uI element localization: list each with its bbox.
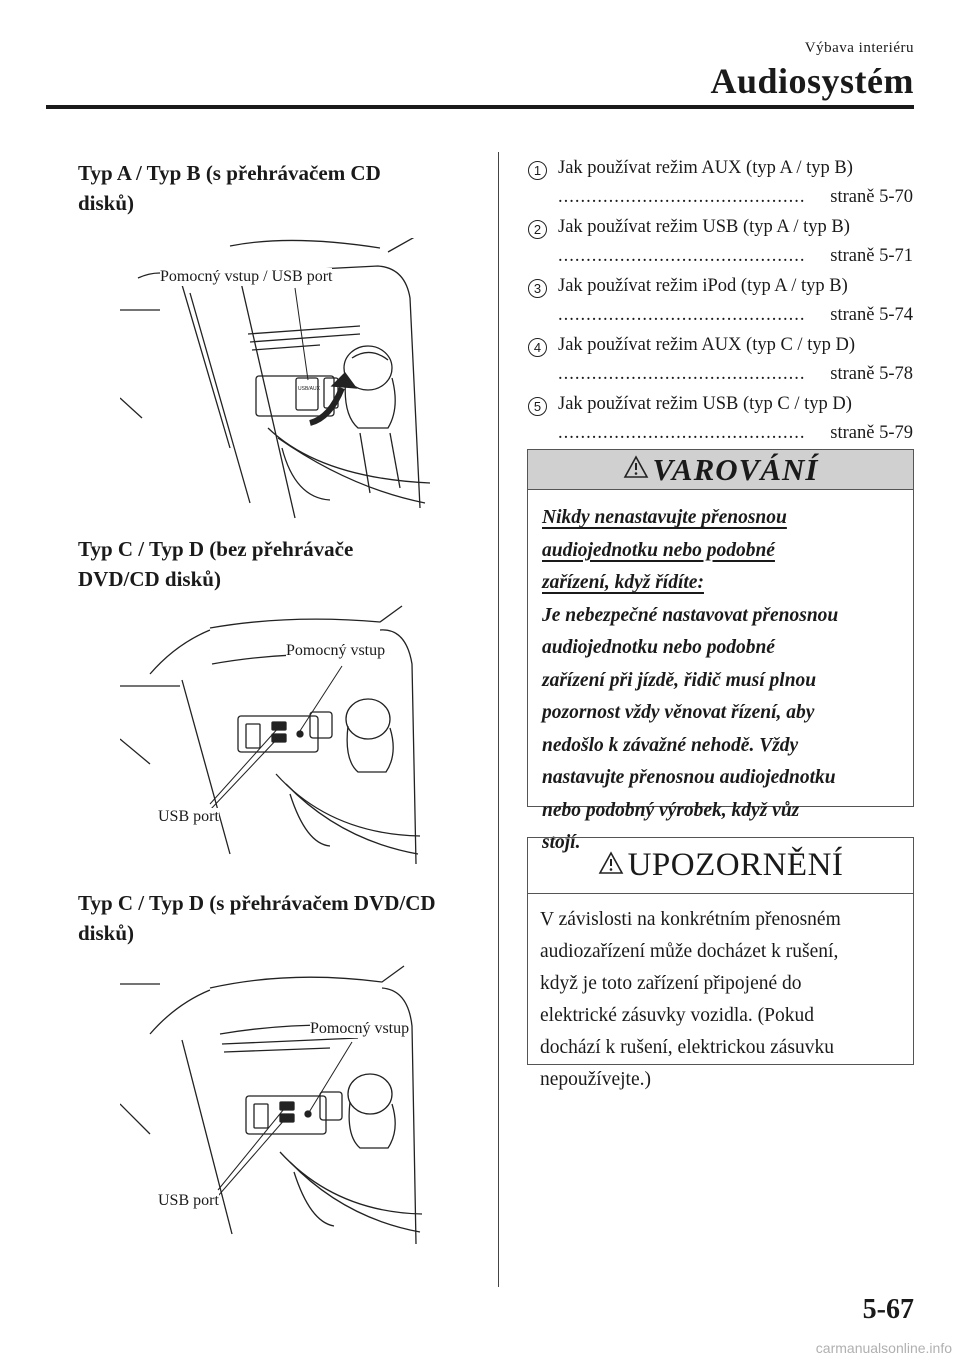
dot-leader: ............................................ (558, 187, 806, 207)
figure2-heading: Typ C / Typ D (bez přehrávače DVD/CD disků) (78, 537, 354, 591)
item-number-badge: 4 (528, 338, 547, 357)
warning-text-line: Je nebezpečné nastavovat přenosnou (542, 604, 839, 626)
cross-reference-item[interactable] (528, 217, 918, 276)
dot-leader: ............................................ (558, 423, 806, 443)
page-reference-link[interactable]: straně 5-78 (830, 364, 913, 384)
warning-triangle-icon (623, 455, 649, 484)
dot-leader: ............................................ (558, 246, 806, 266)
warning-title: VAROVÁNÍ (652, 451, 819, 487)
caution-box (527, 837, 914, 1090)
warning-text-line: nedošlo k závažné nehodě. Vždy (542, 734, 799, 756)
page-reference-link[interactable]: straně 5-74 (830, 305, 913, 325)
cross-reference-item[interactable] (528, 394, 918, 453)
caution-text-line: dochází k rušení, elektrickou zásuvku (540, 1037, 835, 1058)
warning-header (528, 450, 913, 490)
warning-body (528, 490, 913, 860)
warning-lead-line: zařízení, když řídíte: (542, 572, 704, 593)
header-section-label: Výbava interiéru (804, 40, 914, 56)
dot-leader: ............................................ (558, 364, 806, 384)
warning-text-line: pozornost vždy věnovat řízení, aby (542, 702, 815, 723)
cross-reference-title: Jak používat režim AUX (typ C / typ D) (558, 335, 855, 355)
header-rule (46, 105, 914, 109)
page-reference-link[interactable]: straně 5-79 (830, 423, 913, 443)
cross-reference-title: Jak používat režim iPod (typ A / typ B) (558, 276, 848, 296)
caution-text-line: nepoužívejte.) (540, 1069, 651, 1090)
svg-text:USB/AUX: USB/AUX (298, 386, 320, 392)
dot-leader: ............................................ (558, 305, 806, 325)
cross-reference-list (528, 158, 918, 453)
cross-reference-item[interactable] (528, 276, 918, 335)
cross-reference-item[interactable] (528, 335, 918, 394)
warning-text-line: zařízení při jízdě, řidič musí plnou (542, 669, 817, 691)
page-title: Audiosystém (710, 61, 914, 101)
figure3-console-illustration (120, 964, 440, 1254)
figure3-usb-label: USB port (158, 1192, 219, 1209)
item-number-badge: 2 (528, 220, 547, 239)
warning-box (527, 449, 914, 853)
caution-title: UPOZORNĚNÍ (627, 847, 844, 883)
figure1-console-illustration (120, 238, 440, 528)
figure3-heading: Typ C / Typ D (s přehrávačem DVD/CD disků) (78, 891, 436, 945)
figure2-aux-label: Pomocný vstup (286, 642, 386, 659)
caution-text-line: když je toto zařízení připojené do (540, 973, 802, 994)
figure1-heading: Typ A / Typ B (s přehrávačem CD disků) (78, 161, 381, 215)
figure1-label: Pomocný vstup / USB port (160, 268, 333, 285)
warning-text-line: stojí. (542, 832, 581, 853)
figure3-aux-label: Pomocný vstup (310, 1020, 410, 1037)
warning-text-line: nebo podobný výrobek, když vůz (542, 799, 800, 821)
caution-header (528, 838, 913, 894)
page-number: 5-67 (862, 1294, 914, 1325)
cross-reference-item[interactable] (528, 158, 918, 217)
item-number-badge: 3 (528, 279, 547, 298)
item-number-badge: 5 (528, 397, 547, 416)
warning-text-line: nastavujte přenosnou audiojednotku (542, 767, 836, 788)
cross-reference-title: Jak používat režim USB (typ C / typ D) (558, 394, 852, 414)
warning-lead-line: audiojednotku nebo podobné (542, 539, 775, 561)
column-divider (498, 152, 499, 1287)
item-number-badge: 1 (528, 161, 547, 180)
page-reference-link[interactable]: straně 5-70 (830, 187, 913, 207)
figure2-console-illustration (120, 604, 440, 874)
cross-reference-title: Jak používat režim USB (typ A / typ B) (558, 217, 850, 237)
warning-text-line: audiojednotku nebo podobné (542, 637, 775, 658)
figure2-usb-label: USB port (158, 808, 219, 825)
caution-text-line: elektrické zásuvky vozidla. (Pokud (540, 1005, 814, 1026)
caution-body (528, 894, 913, 1096)
caution-triangle-icon (598, 851, 624, 880)
caution-text-line: V závislosti na konkrétním přenosném (540, 909, 841, 930)
cross-reference-title: Jak používat režim AUX (typ A / typ B) (558, 158, 853, 178)
page-reference-link[interactable]: straně 5-71 (830, 246, 913, 266)
caution-text-line: audiozařízení může docházet k rušení, (540, 941, 839, 962)
warning-lead-line: Nikdy nenastavujte přenosnou (542, 507, 787, 528)
watermark: carmanualsonline.info (815, 1340, 952, 1356)
